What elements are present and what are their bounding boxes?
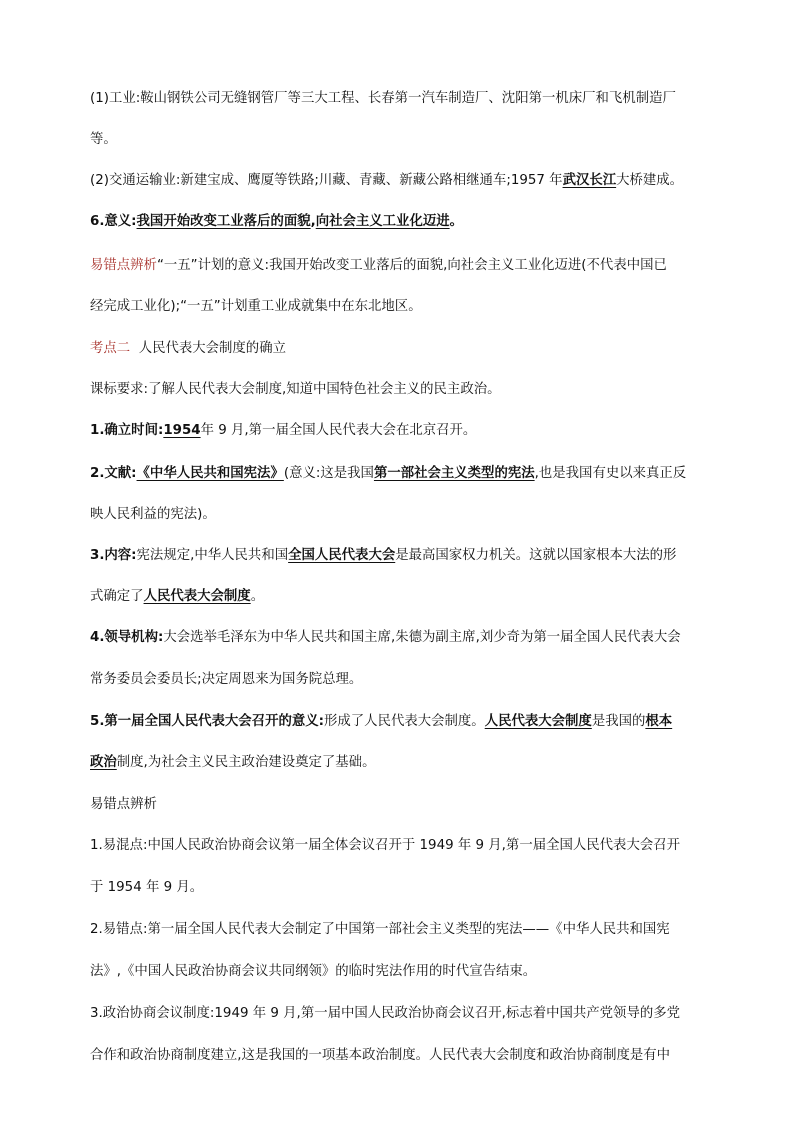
item5-line-1 xyxy=(90,712,710,732)
item2-constitution: 《中华人民共和国宪法》 xyxy=(136,466,284,481)
pitfall2-p2-line-1 xyxy=(90,920,710,940)
wuhan-bridge-highlight: 武汉长江 xyxy=(562,173,617,188)
item1-text: 年 9 月,第一届全国人民代表大会在北京召开。 xyxy=(200,423,477,438)
item3-text-end: 。 xyxy=(250,589,265,604)
item1-line xyxy=(90,421,710,441)
pitfall2-p1-line-1 xyxy=(90,836,710,856)
transport-line xyxy=(90,171,710,191)
significance-label: 6.意义: xyxy=(90,214,137,229)
industry-text: (1)工业:鞍山钢铁公司无缝钢管厂等三大工程、长春第一汽车制造厂、沈阳第一机床厂和飞机制造厂 xyxy=(90,91,676,106)
significance-line xyxy=(90,212,710,232)
industry-text-cont: 等。 xyxy=(90,132,117,147)
pitfall2-p1-text: 1.易混点:中国人民政治协商会议第一届全体会议召开于 1949 年 9 月,第一届全国人民代表大会召开 xyxy=(90,838,681,853)
pitfall2-p1-text-cont: 于 1954 年 9 月。 xyxy=(90,880,204,895)
item2-line-1 xyxy=(90,464,710,484)
item1-year: 1954 xyxy=(163,423,201,438)
item5-label: 5.第一届全国人民代表大会召开的意义: xyxy=(90,714,325,729)
pitfall2-heading xyxy=(90,795,710,815)
item5-text-cont: 制度,为社会主义民主政治建设奠定了基础。 xyxy=(116,755,376,770)
item5-text: 形成了人民代表大会制度。 xyxy=(324,714,485,729)
item3-label: 3.内容: xyxy=(90,548,137,563)
transport-text: (2)交通运输业:新建宝成、鹰厦等铁路;川藏、青藏、新藏公路相继通车;1957 年 xyxy=(90,173,563,188)
significance-point-2: 向社会主义工业化迈进 xyxy=(315,214,450,229)
pitfall2-p3-text-cont: 合作和政治协商制度建立,这是我国的一项基本政治制度。人民代表大会制度和政治协商制度是有中 xyxy=(90,1048,671,1063)
pitfall1-line-1 xyxy=(90,256,710,276)
item4-text: 大会选举毛泽东为中华人民共和国主席,朱德为副主席,刘少奇为第一届全国人民代表大会 xyxy=(163,630,681,645)
item3-text-cont: 式确定了 xyxy=(90,589,144,604)
item4-text-cont: 常务委员会委员长;决定周恩来为国务院总理。 xyxy=(90,672,363,687)
item4-line-2 xyxy=(90,670,710,690)
pitfall2-label: 易错点辨析 xyxy=(90,797,157,812)
item5-text-mid: 是我国的 xyxy=(591,714,646,729)
pitfall1-text-cont: 经完成工业化);“一五”计划重工业成就集中在东北地区。 xyxy=(90,299,422,314)
industry-line-2 xyxy=(90,130,710,150)
item2-text-cont: 映人民利益的宪法)。 xyxy=(90,507,216,522)
item2-line-2 xyxy=(90,505,710,525)
point2-label: 考点二 xyxy=(90,341,131,356)
item3-line-2 xyxy=(90,587,710,607)
item5-system: 人民代表大会制度 xyxy=(484,714,592,729)
point2-title: 人民代表大会制度的确立 xyxy=(138,341,286,356)
item5-political: 政治 xyxy=(90,755,117,770)
item4-line-1 xyxy=(90,628,710,648)
item5-fundamental: 根本 xyxy=(645,714,673,729)
significance-point-1: 我国开始改变工业落后的面貌 xyxy=(136,214,311,229)
industry-line-1 xyxy=(90,89,710,109)
item3-text: 宪法规定,中华人民共和国 xyxy=(136,548,289,563)
pitfall2-p2-line-2 xyxy=(90,962,710,982)
point2-heading xyxy=(90,339,710,359)
item2-text: (意义:这是我国 xyxy=(283,466,374,481)
pitfall2-p2-text-cont: 法》,《中国人民政治协商会议共同纲领》的临时宪法作用的时代宣告结束。 xyxy=(90,964,537,979)
transport-text-end: 大桥建成。 xyxy=(616,173,684,188)
item2-label: 2.文献: xyxy=(90,466,137,481)
item4-label: 4.领导机构: xyxy=(90,630,164,645)
pitfall2-p3-text: 3.政治协商会议制度:1949 年 9 月,第一届中国人民政治协商会议召开,标志着中国共产党领导的多党 xyxy=(90,1006,681,1021)
significance-end: 。 xyxy=(449,214,464,229)
pitfall1-text: “一五”计划的意义:我国开始改变工业落后的面貌,向社会主义工业化迈进(不代表中国已 xyxy=(156,258,667,273)
pitfall1-label: 易错点辨析 xyxy=(90,258,157,273)
item3-npc: 全国人民代表大会 xyxy=(288,548,396,563)
pitfall2-p3-line-1 xyxy=(90,1004,710,1024)
significance-comma: , xyxy=(310,214,316,229)
pitfall2-p3-line-2 xyxy=(90,1046,710,1066)
item5-line-2 xyxy=(90,753,710,773)
item3-text-post: 是最高国家权力机关。这就以国家根本大法的形 xyxy=(395,548,677,563)
curriculum-text: 课标要求:了解人民代表大会制度,知道中国特色社会主义的民主政治。 xyxy=(90,382,501,397)
pitfall2-p1-line-2 xyxy=(90,878,710,898)
curriculum-line xyxy=(90,380,710,400)
item3-system: 人民代表大会制度 xyxy=(143,589,251,604)
pitfall1-line-2 xyxy=(90,297,710,317)
item2-text-tail: ,也是我国有史以来真正反 xyxy=(534,466,687,481)
pitfall2-p2-text: 2.易错点:第一届全国人民代表大会制定了中国第一部社会主义类型的宪法——《中华人民共和国宪 xyxy=(90,922,670,937)
item2-first-constitution: 第一部社会主义类型的宪法 xyxy=(373,466,535,481)
item3-line-1 xyxy=(90,546,710,566)
item1-label: 1.确立时间: xyxy=(90,423,164,438)
